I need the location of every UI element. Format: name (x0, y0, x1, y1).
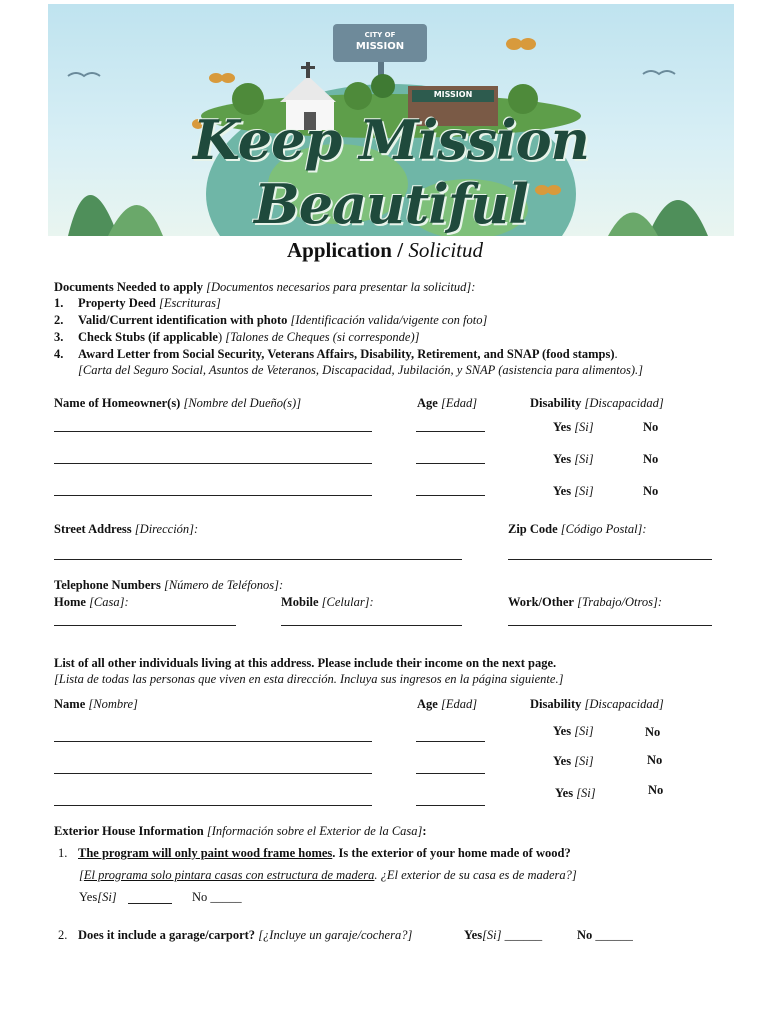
others-age-label (417, 697, 477, 712)
sign-name-text: MISSION (433, 90, 473, 99)
yes-es-text: [Si] (574, 452, 594, 466)
label-en: Age (417, 396, 438, 410)
label-es: [Casa]: (89, 595, 129, 609)
homeowner-name-field-1[interactable] (54, 431, 372, 432)
yes-text: Yes (553, 420, 572, 434)
label-en: Zip Code (508, 522, 558, 536)
label-es: [Información sobre el Exterior de la Casa] (206, 824, 423, 838)
doc-es: [Identificación valida/vigente con foto] (290, 313, 488, 327)
title-es: Solicitud (408, 238, 484, 262)
no-text: No (643, 484, 659, 498)
doc-en: Award Letter from Social Security, Veterans Affairs, Disability, Retirement, and SNAP (food stamps) (78, 347, 615, 361)
label-en: Name of Homeowner(s) (54, 396, 181, 410)
docs-heading-es: [Documentos necesarios para presentar la solicitud]: (206, 280, 476, 294)
q2-en: Does it include a garage/carport? (78, 928, 256, 942)
yes-es-text: [Si] (482, 928, 502, 942)
title-sep: / (392, 238, 409, 262)
doc-item-4 (54, 347, 618, 362)
yes-text: Yes (79, 890, 98, 904)
label-en: Disability (530, 697, 582, 711)
homeowner-no-option-2[interactable] (643, 452, 658, 467)
q2-es: [¿Incluye un garaje/cochera?] (258, 928, 413, 942)
title-en: Application (286, 238, 392, 262)
doc-item-1 (54, 296, 221, 311)
home-phone-field[interactable] (54, 625, 236, 626)
work-phone-label (508, 595, 662, 610)
street-address-label (54, 522, 198, 537)
work-phone-field[interactable] (508, 625, 712, 626)
others-name-label (54, 697, 138, 712)
others-yes-option-1[interactable] (553, 724, 594, 739)
label-en: Street Address (54, 522, 132, 536)
banner-image (48, 4, 734, 236)
label-en: Mobile (281, 595, 319, 609)
q1-es-underlined: El programa solo pintara casas con estructura de madera (83, 868, 375, 882)
q2-no-option[interactable] (577, 928, 633, 943)
page-title (0, 238, 770, 263)
label-es: [Código Postal]: (560, 522, 647, 536)
no-text: No (647, 753, 663, 767)
others-disability-label (530, 697, 664, 712)
q1-no-option[interactable] (192, 890, 242, 905)
docs-heading-en: Documents Needed to apply (54, 280, 203, 294)
docs-heading (54, 280, 475, 295)
doc-num: 4. (54, 347, 64, 361)
logo-top-text: CITY OF (364, 31, 396, 39)
doc-es: [Talones de Cheques (si corresponde)] (225, 330, 420, 344)
mobile-phone-label (281, 595, 374, 610)
no-text: No (643, 452, 659, 466)
homeowner-age-field-3[interactable] (416, 495, 485, 496)
q2-num: 2. (58, 928, 68, 942)
others-no-option-3[interactable] (648, 783, 663, 798)
telephone-heading (54, 578, 283, 593)
event-center-sign (414, 90, 492, 102)
others-heading-es (54, 672, 563, 687)
label-es: [Trabajo/Otros]: (577, 595, 663, 609)
yes-es-text: [Si] (574, 420, 594, 434)
doc-es: [Escrituras] (159, 296, 221, 310)
yes-text: Yes (553, 452, 572, 466)
homeowner-name-field-3[interactable] (54, 495, 372, 496)
yes-es-text: [Si] (574, 484, 594, 498)
yes-text: Yes (553, 754, 572, 768)
label-es: [Discapacidad] (584, 396, 664, 410)
q1-underlined: The program will only paint wood frame homes (78, 846, 333, 860)
question-2 (58, 928, 413, 943)
homeowner-name-label (54, 396, 301, 411)
doc-en: Property Deed (78, 296, 156, 310)
banner-title: Keep Mission Beautiful (193, 108, 589, 236)
doc-en: Check Stubs (if applicable (78, 330, 218, 344)
q1-es-open: [ (79, 868, 84, 882)
yes-es-text: [Si] (574, 754, 594, 768)
label-es: [Número de Teléfonos]: (163, 578, 284, 592)
label-es: [Discapacidad] (584, 697, 664, 711)
q1-es-rest: . ¿El exterior de su casa es de madera?] (374, 868, 577, 882)
others-heading-en: List of all other individuals living at this address. Please include their income on the next page. (54, 656, 557, 670)
homeowner-yes-option-3[interactable] (553, 484, 594, 499)
label-es: [Edad] (440, 396, 478, 410)
no-text: No (648, 783, 664, 797)
question-1 (58, 846, 571, 861)
label-es: [Nombre] (88, 697, 138, 711)
yes-text: Yes (555, 786, 574, 800)
others-no-option-1[interactable] (645, 725, 660, 740)
label-es: [Nombre del Dueño(s)] (183, 396, 302, 410)
exterior-heading (54, 824, 427, 839)
homeowner-yes-option-1[interactable] (553, 420, 594, 435)
others-age-field-3[interactable] (416, 805, 485, 806)
doc-es: [Carta del Seguro Social, Asuntos de Veteranos, Discapacidad, Jubilación, y SNAP (asistencia para alimentos).] (78, 363, 643, 377)
homeowner-no-option-1[interactable] (643, 420, 658, 435)
doc-en-tail: . (614, 347, 618, 361)
doc-num: 1. (54, 296, 64, 310)
zip-code-label (508, 522, 647, 537)
logo-name-text: MISSION (355, 41, 405, 52)
label-es: [Dirección]: (134, 522, 199, 536)
label-en: Work/Other (508, 595, 574, 609)
others-name-field-1[interactable] (54, 741, 372, 742)
city-logo (340, 30, 420, 54)
homeowner-age-field-1[interactable] (416, 431, 485, 432)
q1-yes-option[interactable] (79, 890, 117, 905)
doc-num: 2. (54, 313, 64, 327)
no-text: No (645, 725, 661, 739)
others-heading-es-text: [Lista de todas las personas que viven en esta dirección. Incluya sus ingresos en la página siguiente.] (54, 672, 564, 686)
others-heading (54, 656, 556, 671)
yes-text: Yes (553, 484, 572, 498)
homeowner-disability-label (530, 396, 664, 411)
others-age-field-2[interactable] (416, 773, 485, 774)
yes-es-text: [Si] (574, 724, 594, 738)
homeowner-name-field-2[interactable] (54, 463, 372, 464)
q1-num: 1. (58, 846, 68, 860)
yes-blank: ______ (504, 928, 543, 942)
others-name-field-2[interactable] (54, 773, 372, 774)
others-no-option-2[interactable] (647, 753, 662, 768)
others-yes-option-3[interactable] (555, 786, 596, 801)
no-text: No _____ (192, 890, 242, 904)
no-text: No (643, 420, 659, 434)
no-blank: ______ (595, 928, 633, 942)
home-phone-label (54, 595, 129, 610)
yes-text: Yes (553, 724, 572, 738)
zip-code-field[interactable] (508, 559, 712, 560)
yes-es-text: [Si] (576, 786, 596, 800)
yes-text: Yes (464, 928, 483, 942)
no-text: No (577, 928, 593, 942)
doc-item-3 (54, 330, 420, 345)
label-en: Exterior House Information (54, 824, 204, 838)
doc-item-2 (54, 313, 488, 328)
label-en: Home (54, 595, 86, 609)
q1-yes-blank[interactable] (128, 903, 172, 904)
label-en: Age (417, 697, 438, 711)
others-name-field-3[interactable] (54, 805, 372, 806)
others-age-field-1[interactable] (416, 741, 485, 742)
heading-colon: : (422, 824, 427, 838)
doc-num: 3. (54, 330, 64, 344)
label-es: [Celular]: (321, 595, 374, 609)
homeowner-age-label (417, 396, 477, 411)
homeowner-yes-option-2[interactable] (553, 452, 594, 467)
doc-en-tail: ) (217, 330, 223, 344)
street-address-field[interactable] (54, 559, 462, 560)
label-en: Telephone Numbers (54, 578, 161, 592)
homeowner-age-field-2[interactable] (416, 463, 485, 464)
label-en: Name (54, 697, 86, 711)
question-1-es (79, 868, 577, 883)
label-es: [Edad] (440, 697, 478, 711)
q1-rest: . Is the exterior of your home made of wood? (332, 846, 571, 860)
yes-es-text: [Si] (97, 890, 117, 904)
q2-yes-option[interactable] (464, 928, 542, 943)
others-yes-option-2[interactable] (553, 754, 594, 769)
label-en: Disability (530, 396, 582, 410)
mobile-phone-field[interactable] (281, 625, 462, 626)
homeowner-no-option-3[interactable] (643, 484, 658, 499)
doc-item-4-es (78, 363, 643, 378)
doc-en: Valid/Current identification with photo (78, 313, 288, 327)
